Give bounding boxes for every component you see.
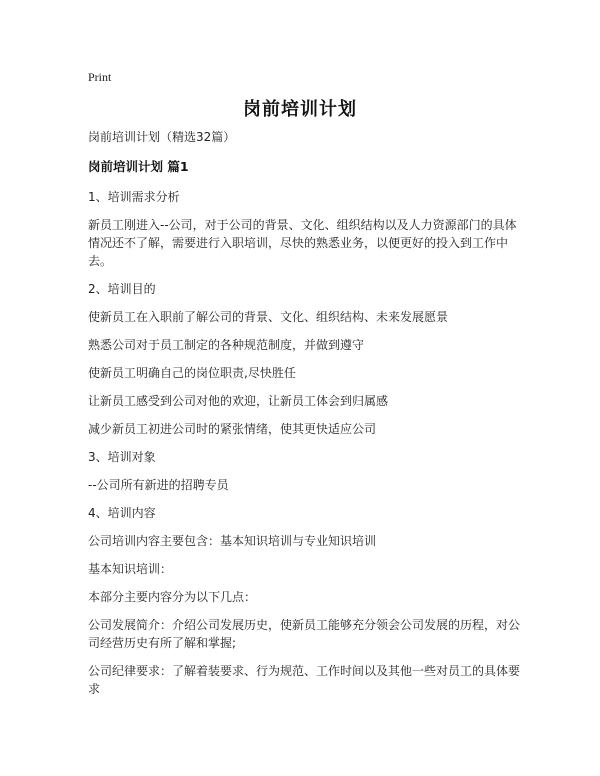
paragraph-audience-body: --公司所有新进的招聘专员 — [88, 478, 229, 492]
paragraph-needs-heading: 1、培训需求分析 — [88, 190, 180, 204]
document-subtitle: 岗前培训计划（精选32篇） — [88, 130, 236, 144]
print-link[interactable]: Print — [88, 70, 112, 84]
paragraph-content-heading: 4、培训内容 — [88, 506, 156, 520]
page-title: 岗前培训计划 — [243, 99, 357, 120]
document-body — [88, 128, 520, 708]
paragraph-purpose-4: 让新员工感受到公司对他的欢迎，让新员工体会到归属感 — [88, 394, 389, 408]
paragraph-company-history: 公司发展简介：介绍公司发展历史，使新员工能够充分领会公司发展的历程，对公司经营历史有所了解和掌握; — [88, 618, 521, 650]
paragraph-content-summary: 公司培训内容主要包含：基本知识培训与专业知识培训 — [88, 534, 377, 548]
paragraph-company-discipline: 公司纪律要求：了解着装要求、行为规范、工作时间以及其他一些对员工的具体要求 — [88, 664, 521, 696]
paragraph-purpose-5: 减少新员工初进公司时的紧张情绪，使其更快适应公司 — [88, 422, 377, 436]
paragraph-basic-intro: 本部分主要内容分为以下几点： — [88, 590, 257, 604]
paragraph-basic-training: 基本知识培训： — [88, 562, 173, 576]
paragraph-purpose-heading: 2、培训目的 — [88, 282, 156, 296]
section-heading: 岗前培训计划 篇1 — [88, 159, 189, 174]
paragraph-needs-body: 新员工刚进入--公司，对于公司的背景、文化、组织结构以及人力资源部门的具体情况还不了解，需要进行入职培训，尽快的熟悉业务，以便更好的投入到工作中去。 — [88, 218, 517, 268]
paragraph-audience-heading: 3、培训对象 — [88, 450, 156, 464]
paragraph-purpose-1: 使新员工在入职前了解公司的背景、文化、组织结构、未来发展愿景 — [88, 310, 449, 324]
paragraph-purpose-2: 熟悉公司对于员工制定的各种规范制度，并做到遵守 — [88, 338, 365, 352]
paragraph-purpose-3: 使新员工明确自己的岗位职责,尽快胜任 — [88, 366, 296, 380]
